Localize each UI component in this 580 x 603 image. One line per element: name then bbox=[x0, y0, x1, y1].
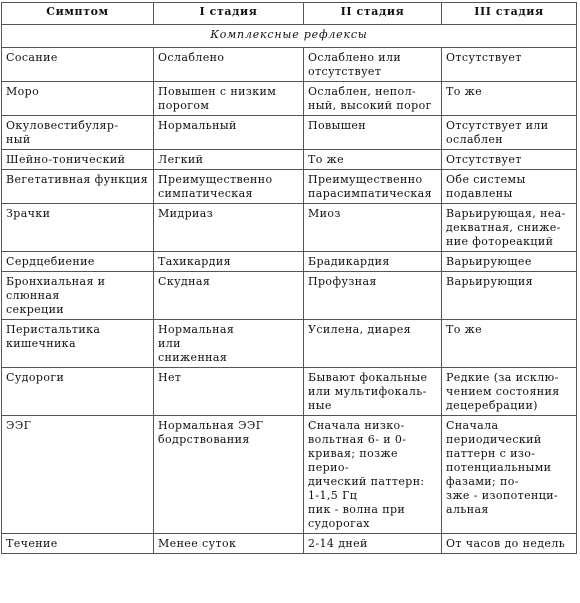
cell-text: Преимущественно симпатическая bbox=[158, 173, 273, 200]
stage-2-cell bbox=[304, 204, 442, 252]
symptom-cell bbox=[2, 534, 154, 554]
cell-text: Окуловестибуляр- ный bbox=[6, 119, 119, 146]
stage-3-cell bbox=[442, 252, 577, 272]
table-row bbox=[2, 170, 577, 204]
header-stage-3: III стадия bbox=[442, 3, 577, 25]
cell-text: Отсутствует bbox=[446, 51, 522, 64]
stage-1-cell bbox=[154, 116, 304, 150]
stage-3-cell bbox=[442, 150, 577, 170]
stage-1-cell bbox=[154, 82, 304, 116]
header-stage-2: II стадия bbox=[304, 3, 442, 25]
table-row bbox=[2, 272, 577, 320]
cell-text: Нормальный bbox=[158, 119, 237, 132]
cell-text: Отсутствует bbox=[446, 153, 522, 166]
cell-text: Нет bbox=[158, 371, 182, 384]
stage-2-cell bbox=[304, 170, 442, 204]
cell-text: Зрачки bbox=[6, 207, 51, 220]
cell-text: Сначала периодический паттерн с изо- потенциальными фазами; по- зже - изопотенци- альная bbox=[446, 419, 559, 516]
section-title: Комплексные рефлексы bbox=[2, 25, 577, 48]
cell-text: Вегетативная функция bbox=[6, 173, 149, 186]
cell-text: Варьирующее bbox=[446, 255, 532, 268]
symptom-cell bbox=[2, 204, 154, 252]
table-row bbox=[2, 150, 577, 170]
stage-3-cell bbox=[442, 534, 577, 554]
stage-1-cell bbox=[154, 320, 304, 368]
stage-1-cell bbox=[154, 204, 304, 252]
header-symptom: Симптом bbox=[2, 3, 154, 25]
cell-text: Шейно-тонический bbox=[6, 153, 126, 166]
cell-text: 2-14 дней bbox=[308, 537, 368, 550]
stage-1-cell bbox=[154, 272, 304, 320]
cell-text: Тахикардия bbox=[158, 255, 231, 268]
stage-2-cell bbox=[304, 416, 442, 534]
stage-2-cell bbox=[304, 534, 442, 554]
cell-text: Отсутствует или ослаблен bbox=[446, 119, 549, 146]
table-row bbox=[2, 368, 577, 416]
cell-text: То же bbox=[446, 323, 483, 336]
stage-3-cell bbox=[442, 170, 577, 204]
cell-text: Бывают фокальные или мультифокаль- ные bbox=[308, 371, 428, 412]
stage-2-cell bbox=[304, 320, 442, 368]
stage-3-cell bbox=[442, 48, 577, 82]
symptom-cell bbox=[2, 48, 154, 82]
stage-3-cell bbox=[442, 204, 577, 252]
cell-text: Легкий bbox=[158, 153, 204, 166]
table-row bbox=[2, 204, 577, 252]
symptom-cell bbox=[2, 82, 154, 116]
stage-2-cell bbox=[304, 116, 442, 150]
cell-text: Преимущественно парасимпатическая bbox=[308, 173, 432, 200]
section-row bbox=[2, 25, 577, 48]
symptom-cell bbox=[2, 150, 154, 170]
stage-2-cell bbox=[304, 272, 442, 320]
cell-text: Варьирующая, неа- декватная, сниже- ние фотореакций bbox=[446, 207, 566, 248]
stage-2-cell bbox=[304, 82, 442, 116]
cell-text: Бронхиальная и слюнная секреции bbox=[6, 275, 106, 316]
symptom-cell bbox=[2, 170, 154, 204]
stage-1-cell bbox=[154, 534, 304, 554]
cell-text: Редкие (за исклю- чением состояния децеребрации) bbox=[446, 371, 560, 412]
header-stage-1: I стадия bbox=[154, 3, 304, 25]
sarnat-staging-table bbox=[1, 2, 577, 554]
stage-3-cell bbox=[442, 272, 577, 320]
cell-text: Миоз bbox=[308, 207, 341, 220]
table-row bbox=[2, 48, 577, 82]
cell-text: Течение bbox=[6, 537, 58, 550]
cell-text: ЭЭГ bbox=[6, 419, 32, 432]
symptom-cell bbox=[2, 416, 154, 534]
table-row bbox=[2, 416, 577, 534]
header-row bbox=[2, 3, 577, 25]
cell-text: То же bbox=[308, 153, 345, 166]
cell-text: Нормальная ЭЭГ бодрствования bbox=[158, 419, 264, 446]
stage-2-cell bbox=[304, 48, 442, 82]
cell-text: Сначала низко- вольтная 6- и 0- кривая; позже перио- дический паттерн: 1-1,5 Гц пик - волна при судорогах bbox=[308, 419, 425, 530]
stage-2-cell bbox=[304, 150, 442, 170]
symptom-cell bbox=[2, 252, 154, 272]
cell-text: Сердцебиение bbox=[6, 255, 95, 268]
cell-text: Нормальная или сниженная bbox=[158, 323, 235, 364]
cell-text: От часов до недель bbox=[446, 537, 566, 550]
cell-text: Менее суток bbox=[158, 537, 237, 550]
table-row bbox=[2, 534, 577, 554]
cell-text: Обе системы подавлены bbox=[446, 173, 526, 200]
cell-text: Мидриаз bbox=[158, 207, 214, 220]
cell-text: Ослаблено bbox=[158, 51, 225, 64]
stage-3-cell bbox=[442, 116, 577, 150]
stage-2-cell bbox=[304, 368, 442, 416]
stage-1-cell bbox=[154, 368, 304, 416]
cell-text: Повышен с низким порогом bbox=[158, 85, 277, 112]
cell-text: Повышен bbox=[308, 119, 367, 132]
cell-text: Моро bbox=[6, 85, 40, 98]
stage-1-cell bbox=[154, 48, 304, 82]
stage-3-cell bbox=[442, 368, 577, 416]
cell-text: Ослаблено или отсутствует bbox=[308, 51, 402, 78]
table-row bbox=[2, 252, 577, 272]
cell-text: Брадикардия bbox=[308, 255, 390, 268]
stage-1-cell bbox=[154, 170, 304, 204]
cell-text: Усилена, диарея bbox=[308, 323, 411, 336]
table-row bbox=[2, 116, 577, 150]
cell-text: Ослаблен, непол- ный, высокий порог bbox=[308, 85, 432, 112]
symptom-cell bbox=[2, 320, 154, 368]
cell-text: Профузная bbox=[308, 275, 377, 288]
stage-1-cell bbox=[154, 416, 304, 534]
stage-3-cell bbox=[442, 320, 577, 368]
stage-3-cell bbox=[442, 82, 577, 116]
cell-text: Перистальтика кишечника bbox=[6, 323, 101, 350]
symptom-cell bbox=[2, 368, 154, 416]
stage-2-cell bbox=[304, 252, 442, 272]
table-row bbox=[2, 82, 577, 116]
symptom-cell bbox=[2, 116, 154, 150]
stage-1-cell bbox=[154, 252, 304, 272]
cell-text: То же bbox=[446, 85, 483, 98]
cell-text: Варьирующия bbox=[446, 275, 533, 288]
stage-3-cell bbox=[442, 416, 577, 534]
cell-text: Скудная bbox=[158, 275, 211, 288]
table-row bbox=[2, 320, 577, 368]
cell-text: Судороги bbox=[6, 371, 65, 384]
cell-text: Сосание bbox=[6, 51, 58, 64]
symptom-cell bbox=[2, 272, 154, 320]
stage-1-cell bbox=[154, 150, 304, 170]
